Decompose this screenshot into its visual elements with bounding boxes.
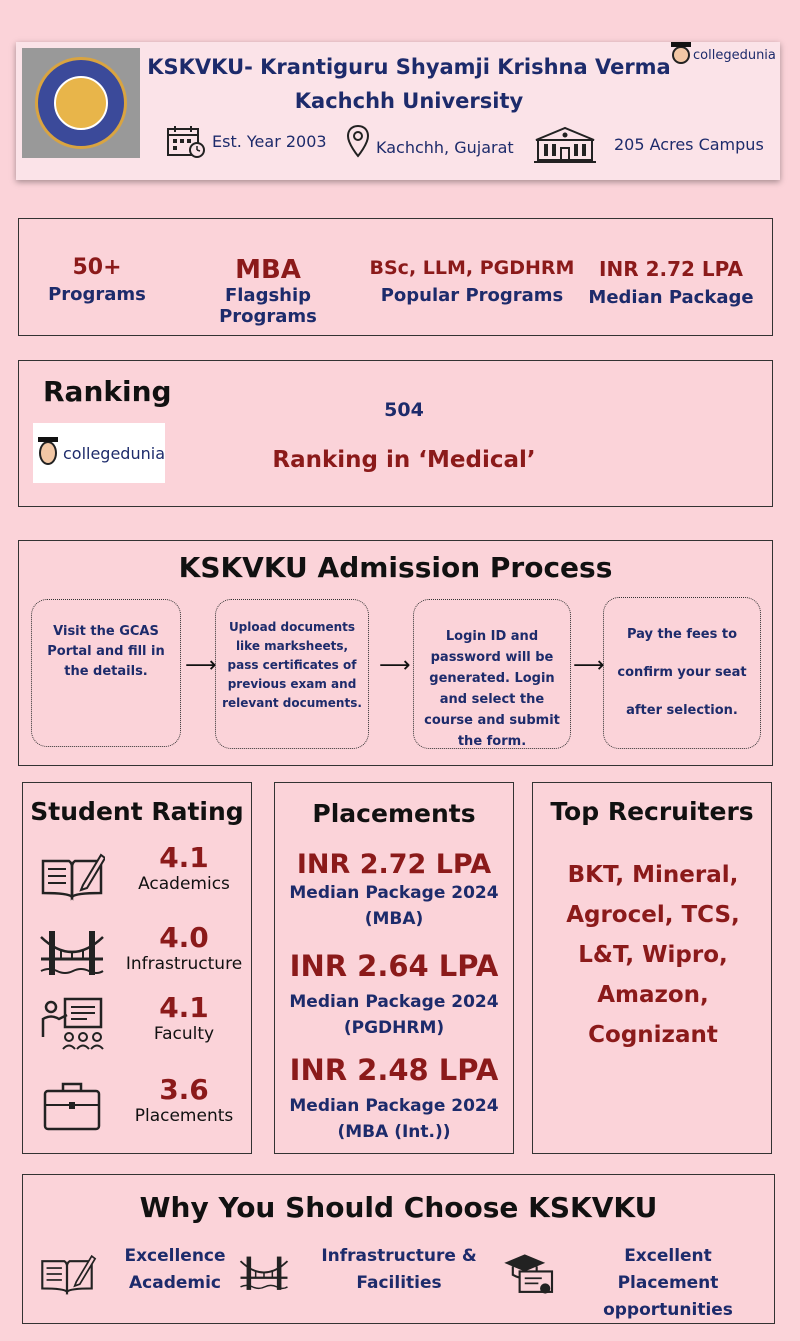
admission-step-3: Login ID and password will be generated. Login and select the course and submit the form. (413, 599, 571, 749)
arrow-right-icon: ⟶ (379, 653, 411, 678)
stat-flagship: MBA Flagship Programs (219, 255, 317, 327)
ranking-label: Ranking in ‘Medical’ (272, 447, 536, 473)
admission-panel (18, 540, 773, 766)
stat-popular: BSc, LLM, PGDHRM Popular Programs (369, 257, 575, 306)
rating-faculty: 4.1 Faculty (153, 991, 215, 1044)
why-item-infrastructure: Infrastructure & Facilities (321, 1246, 477, 1293)
placements-panel (274, 782, 514, 1154)
rating-infrastructure: 4.0 Infrastructure (125, 921, 243, 974)
placement-mba: INR 2.72 LPA Median Package 2024 (MBA) (289, 849, 499, 929)
graduation-certificate-icon (499, 1251, 559, 1297)
briefcase-icon (39, 1079, 105, 1133)
stat-programs: 50+ Programs (48, 255, 146, 305)
rating-academics: 4.1 Academics (138, 841, 230, 894)
location-pin-icon (346, 124, 370, 158)
ranking-number: 504 (384, 399, 424, 421)
mascot-icon (39, 441, 57, 465)
top-recruiters-panel (532, 782, 772, 1154)
stat-median: INR 2.72 LPA Median Package (588, 257, 754, 308)
placement-mba-int: INR 2.48 LPA Median Package 2024 (MBA (Int.)) (289, 1053, 499, 1142)
calendar-icon (166, 124, 206, 158)
placements-title: Placements (312, 799, 476, 828)
teacher-icon (39, 997, 105, 1051)
header-card (16, 42, 780, 180)
location: Kachchh, Gujarat (346, 124, 514, 158)
established-year: Est. Year 2003 (166, 124, 327, 158)
admission-step-1: Visit the GCAS Portal and fill in the details. (31, 599, 181, 747)
mascot-icon (672, 46, 690, 64)
why-item-academic: Excellence Academic (124, 1246, 226, 1293)
recruiters-list: BKT, Mineral, Agrocel, TCS, L&T, Wipro, Amazon, Cognizant (566, 862, 740, 1048)
arrow-right-icon: ⟶ (573, 653, 605, 678)
building-icon (532, 124, 598, 164)
bridge-icon (39, 927, 105, 981)
collegedunia-logo: collegedunia (33, 423, 165, 483)
rating-title: Student Rating (30, 797, 244, 826)
rating-placements: 3.6 Placements (134, 1073, 234, 1126)
ranking-title: Ranking (43, 375, 172, 408)
why-title: Why You Should Choose KSKVKU (139, 1191, 658, 1224)
university-logo (22, 48, 140, 158)
arrow-right-icon: ⟶ (185, 653, 217, 678)
bridge-icon (239, 1251, 289, 1297)
campus-size: 205 Acres Campus (532, 124, 764, 164)
admission-step-4: Pay the fees to confirm your seat after selection. (603, 597, 761, 749)
why-item-placement: Excellent Placement opportunities (603, 1246, 733, 1320)
collegedunia-logo: collegedunia (672, 46, 776, 64)
recruiters-title: Top Recruiters (550, 797, 754, 826)
why-choose-panel (22, 1174, 775, 1324)
student-rating-panel (22, 782, 252, 1154)
admission-step-2: Upload documents like marksheets, pass certificates of previous exam and relevant documents. (215, 599, 369, 749)
book-pen-icon (37, 1251, 97, 1297)
admission-title: KSKVKU Admission Process (178, 551, 613, 584)
ranking-panel (18, 360, 773, 507)
book-pen-icon (39, 849, 105, 903)
placement-pgdhrm: INR 2.64 LPA Median Package 2024 (PGDHRM) (289, 949, 499, 1038)
university-title: KSKVKU- Krantiguru Shyamji Krishna Verma Kachchh University (147, 55, 671, 113)
stats-panel (18, 218, 773, 336)
